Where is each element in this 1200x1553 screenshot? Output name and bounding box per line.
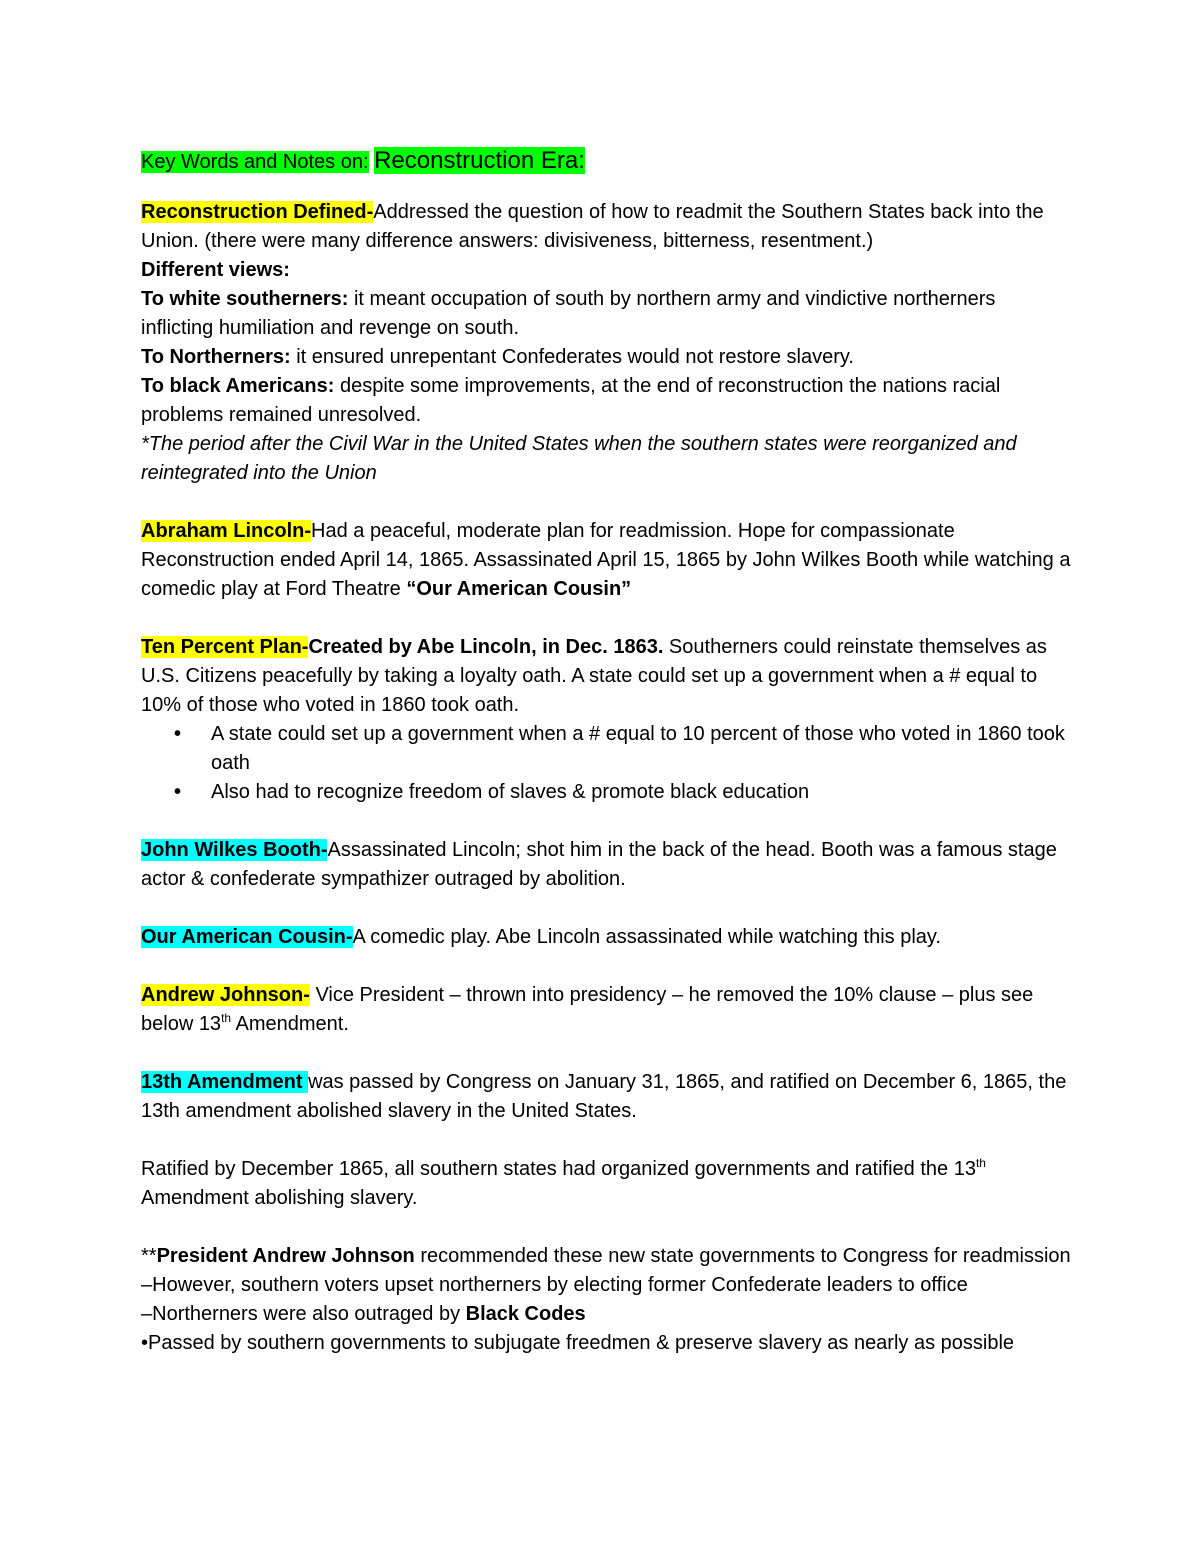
- white-southerners-text: it meant occupation of south by northern army and vindictive northerners inflicting humiliation and revenge on south.: [141, 288, 996, 339]
- cousin-term: Our American Cousin-: [141, 926, 353, 948]
- lincoln-term: Abraham Lincoln-: [141, 520, 312, 542]
- booth-term: John Wilkes Booth-: [141, 839, 328, 861]
- thirteenth-amendment-paragraph: [141, 1068, 1071, 1126]
- spacer: [141, 952, 1071, 981]
- ratified-text-end: Amendment abolishing slavery.: [141, 1187, 418, 1209]
- lincoln-text: Had a peaceful, moderate plan for readmission. Hope for compassionate Reconstruction ended April 14, 1865. Assassinated April 15, 1865 by John Wilkes Booth while watching a comedic play at Ford Theatre: [141, 520, 1071, 600]
- black-codes-term: Black Codes: [465, 1303, 586, 1325]
- northerners-text: it ensured unrepentant Confederates would not restore slavery.: [290, 346, 854, 368]
- notes-content: [141, 142, 1071, 1358]
- ten-percent-term: Ten Percent Plan-: [141, 636, 309, 658]
- black-codes-line: [141, 1300, 1071, 1329]
- black-americans-label: To black Americans:: [141, 375, 335, 397]
- thirteenth-amendment-term: 13th Amendment: [141, 1071, 309, 1093]
- northerners-view: [141, 343, 1071, 372]
- thirteenth-amendment-text: was passed by Congress on January 31, 1865, and ratified on December 6, 1865, the 13th amendment abolished slavery in the United States.: [141, 1071, 1067, 1122]
- cousin-paragraph: [141, 923, 1071, 952]
- ten-percent-paragraph: [141, 633, 1071, 720]
- ten-percent-bullet-list: [141, 720, 1071, 807]
- lincoln-play-title: “Our American Cousin”: [406, 578, 632, 600]
- president-text: recommended these new state governments to Congress for readmission: [414, 1245, 1071, 1267]
- ratified-superscript: th: [975, 1156, 986, 1170]
- title-prefix: Key Words and Notes on:: [141, 151, 369, 173]
- president-name: President Andrew Johnson: [156, 1245, 415, 1267]
- booth-text: Assassinated Lincoln; shot him in the back of the head. Booth was a famous stage actor & confederate sympathizer outraged by abolition.: [141, 839, 1057, 890]
- president-stars: **: [141, 1245, 157, 1267]
- president-johnson-paragraph: [141, 1242, 1071, 1271]
- bullet-icon: •: [174, 781, 182, 803]
- ratified-text: Ratified by December 1865, all southern states had organized governments and ratified the 13: [141, 1158, 976, 1180]
- bullet-icon: •: [174, 723, 182, 745]
- title-main: Reconstruction Era:: [374, 147, 585, 174]
- booth-paragraph: [141, 836, 1071, 894]
- cousin-text: A comedic play. Abe Lincoln assassinated while watching this play.: [352, 926, 941, 948]
- ten-percent-created: Created by Abe Lincoln, in Dec. 1863.: [308, 636, 664, 658]
- johnson-text-end: Amendment.: [231, 1013, 349, 1035]
- different-views-heading: Different views:: [141, 259, 290, 281]
- reconstruction-text: Addressed the question of how to readmit the Southern States back into the Union. (there were many difference answers: divisiveness, bitterness, resentment.): [141, 201, 1044, 252]
- reconstruction-defined-paragraph: [141, 198, 1071, 256]
- northerners-label: To Northerners:: [141, 346, 291, 368]
- johnson-superscript: th: [221, 1011, 232, 1025]
- spacer: [141, 807, 1071, 836]
- ratified-paragraph: [141, 1155, 1071, 1213]
- white-southerners-view: [141, 285, 1071, 343]
- spacer: [141, 1039, 1071, 1068]
- white-southerners-label: To white southerners:: [141, 288, 349, 310]
- johnson-paragraph: [141, 981, 1071, 1039]
- spacer: [141, 1213, 1071, 1242]
- spacer: [141, 894, 1071, 923]
- reconstruction-definition: *The period after the Civil War in the United States when the southern states were reorganized and reintegrated into the Union: [141, 433, 1017, 484]
- spacer: [141, 488, 1071, 517]
- ten-percent-text: Southerners could reinstate themselves as U.S. Citizens peacefully by taking a loyalty oath. A state could set up a government when a # equal to 10% of those who voted in 1860 took oath.: [141, 636, 1047, 716]
- spacer: [141, 604, 1071, 633]
- list-item: [141, 778, 1071, 807]
- black-americans-view: [141, 372, 1071, 430]
- list-item: [141, 720, 1071, 778]
- bullet-text: Also had to recognize freedom of slaves & promote black education: [211, 781, 810, 803]
- page-title: [141, 142, 1071, 180]
- bullet-text: A state could set up a government when a # equal to 10 percent of those who voted in 1860 took oath: [211, 723, 1065, 774]
- reconstruction-term: Reconstruction Defined-: [141, 201, 374, 223]
- southern-voters-line: –However, southern voters upset northerners by electing former Confederate leaders to office: [141, 1274, 968, 1296]
- spacer: [141, 1126, 1071, 1155]
- black-codes-description: •Passed by southern governments to subjugate freedmen & preserve slavery as nearly as possible: [141, 1332, 1015, 1354]
- johnson-text: Vice President – thrown into presidency – he removed the 10% clause – plus see below 13: [141, 984, 1034, 1035]
- black-americans-text: despite some improvements, at the end of reconstruction the nations racial problems remained unresolved.: [141, 375, 1001, 426]
- black-codes-text: –Northerners were also outraged by: [141, 1303, 466, 1325]
- lincoln-paragraph: [141, 517, 1071, 604]
- johnson-term: Andrew Johnson-: [141, 984, 310, 1006]
